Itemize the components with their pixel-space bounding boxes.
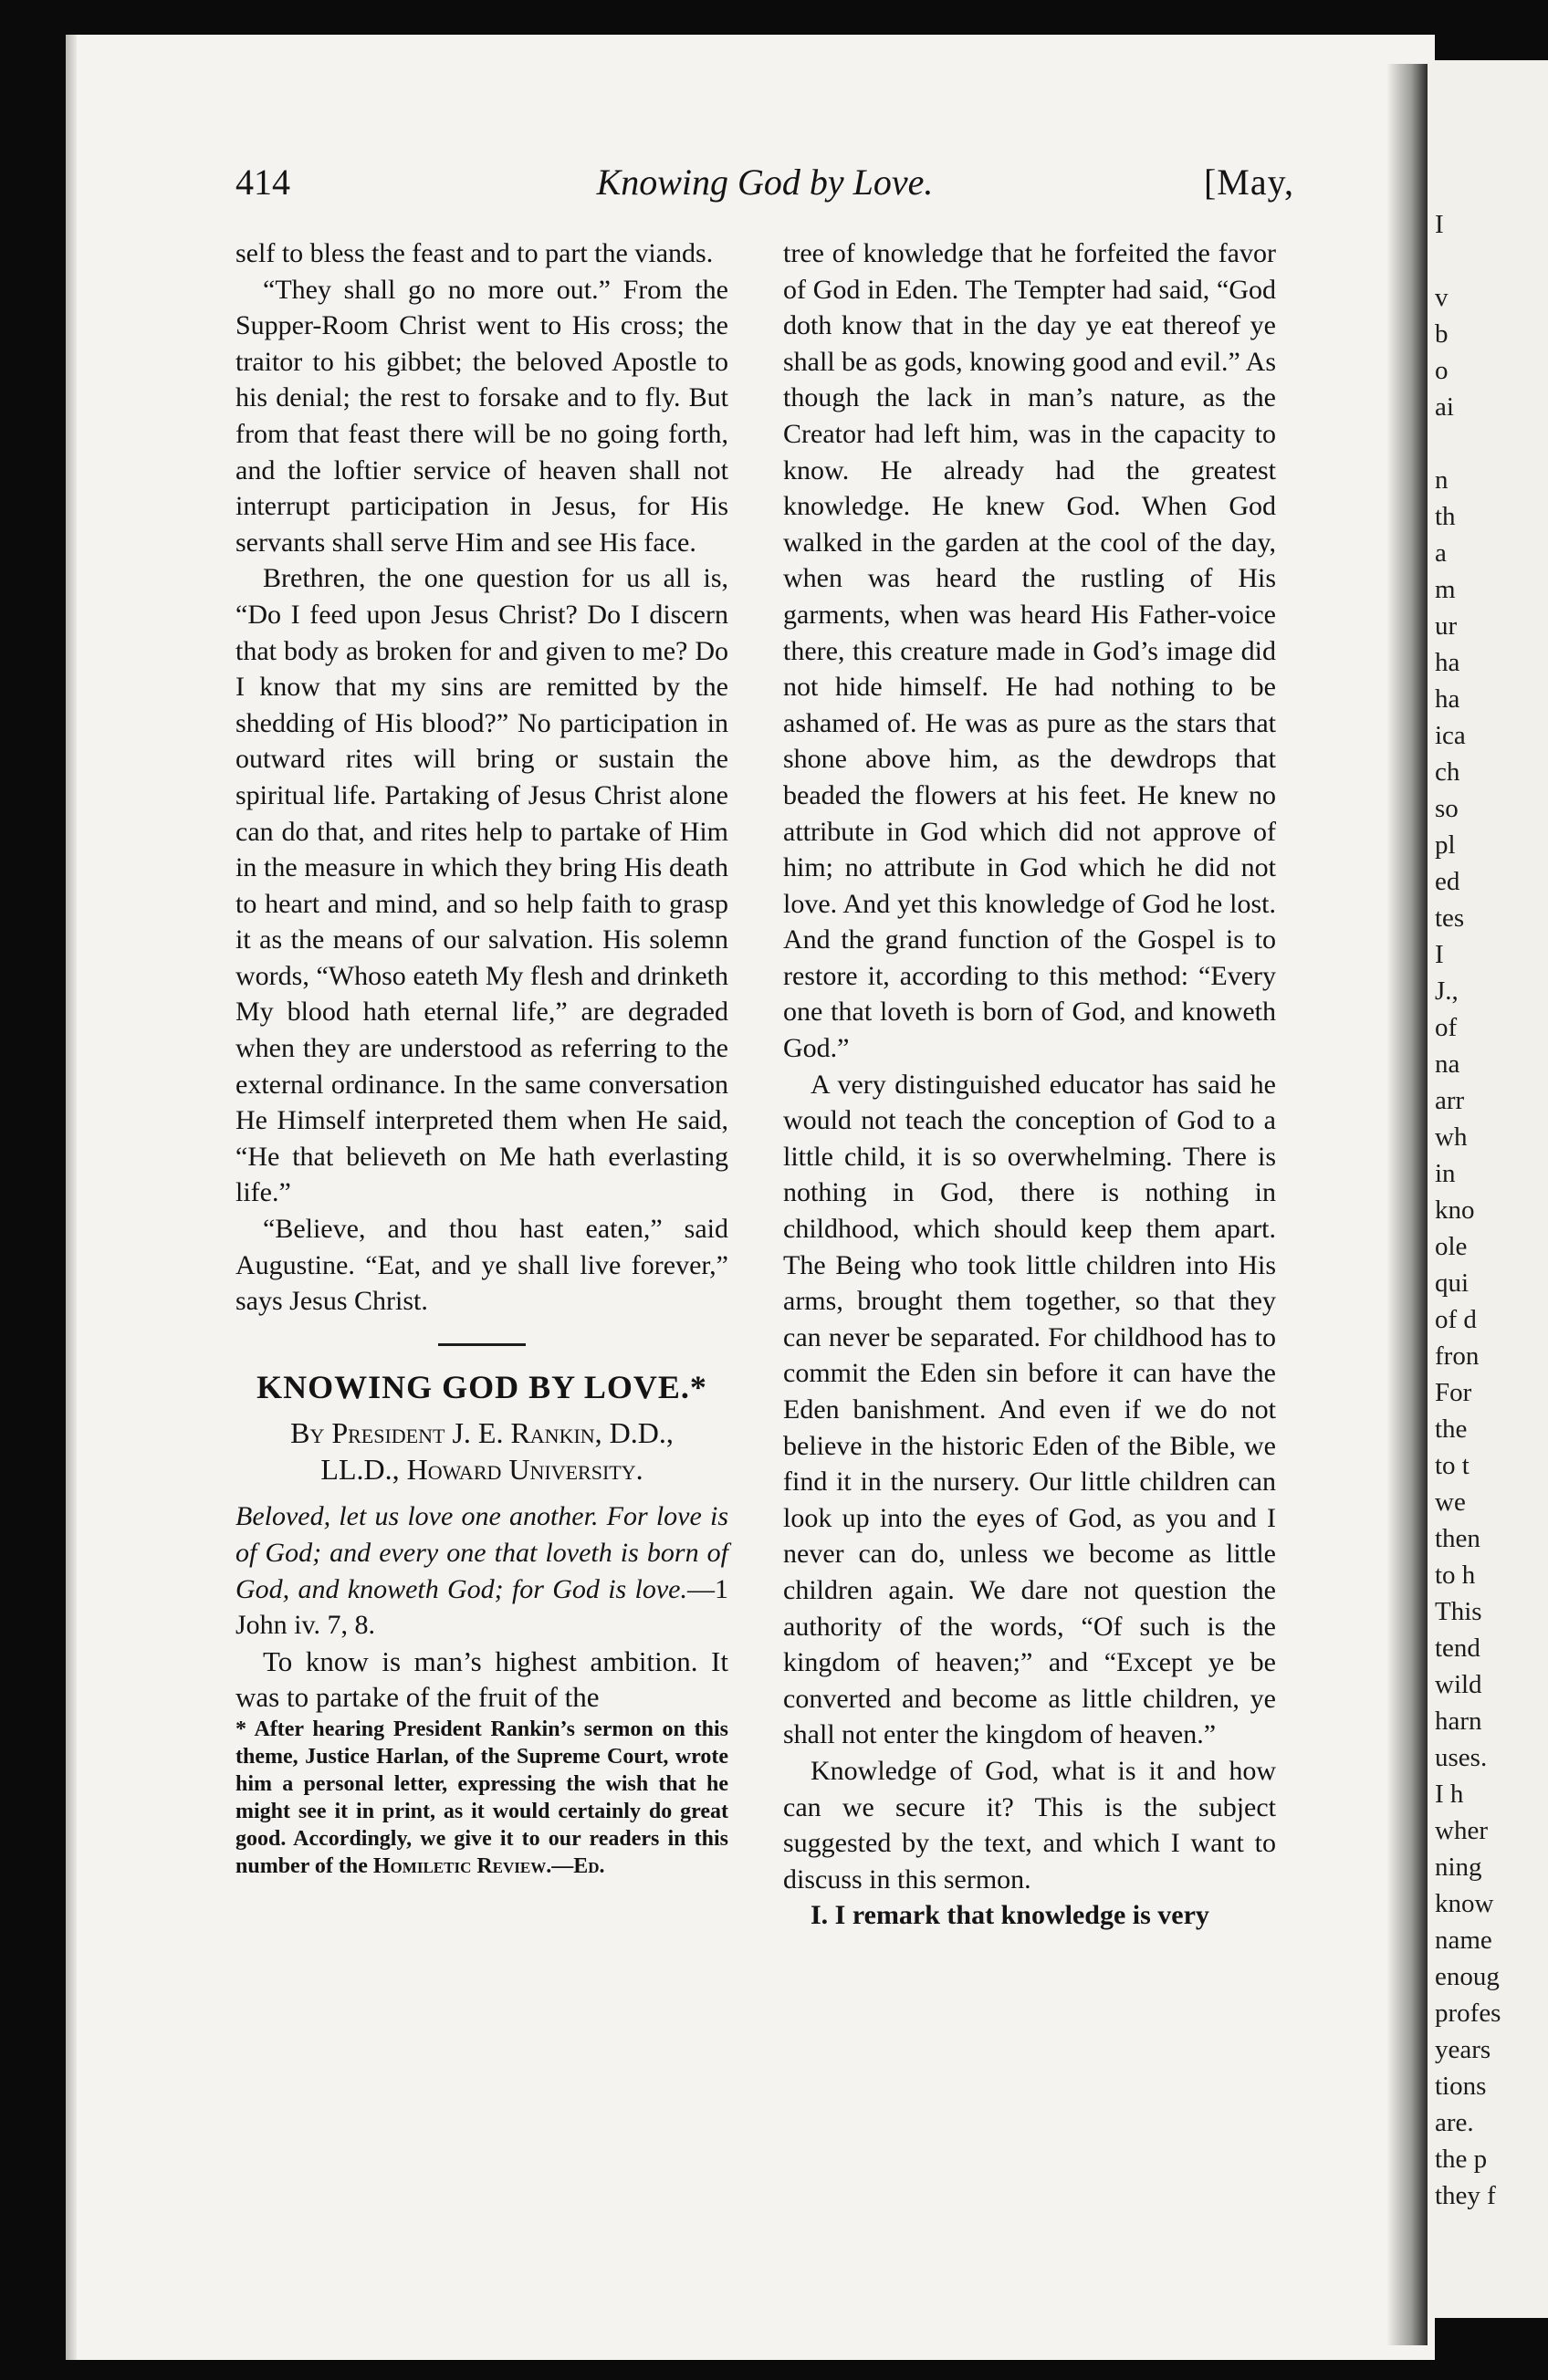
footnote-journal: Homiletic Review.—Ed.: [372, 1853, 605, 1878]
article-byline: [235, 1414, 728, 1488]
page-number: 414: [235, 162, 290, 203]
footnote: [235, 1716, 728, 1880]
book-spine: [1387, 64, 1428, 2345]
footnote-text: * After hearing President Rankin’s sermon on this theme, Justice Harlan, of the Supreme Court, wrote him a personal letter, expressing the wish that he might see it in print, as it would certainly do great good. Accordingly, we give it to our readers in this number of the: [235, 1717, 728, 1878]
paragraph: “They shall go no more out.” From the Supper-Room Christ went to His cross; the traitor to his gibbet; the beloved Apostle to his denial; the rest to forsake and to fly. But from that feast there will be no going forth, and the loftier service of heaven shall not interrupt participation in Jesus, for His servants shall serve Him and see His face.: [235, 274, 728, 558]
article-title: KNOWING GOD BY LOVE.*: [256, 1368, 707, 1405]
paragraph: Brethren, the one question for us all is, “Do I feed upon Jesus Christ? Do I discern that body as broken for and given to me? Do I know that my sins are remitted by the shedding of His blood?” No participation in outward rites will bring or sustain the spiritual life. Partaking of Jesus Christ alone can do that, and rites help to partake of Him in the measure in which they bring His death to heart and mind, and so help faith to grasp it as the means of our salvation. His solemn words, “Whoso eateth My flesh and drinketh My blood hath eternal life,” are degraded when they are understood as referring to the external ordinance. In the same conversation He Himself interpreted them when He said, “He that believeth on Me hath everlasting life.”: [235, 563, 728, 1208]
epigraph-reference: —1 John iv. 7, 8.: [235, 1573, 728, 1641]
paragraph: self to bless the feast and to part the viands.: [235, 238, 714, 268]
byline-line: LL.D., Howard University.: [320, 1453, 643, 1487]
left-column: [235, 235, 728, 1880]
facing-page: [1428, 60, 1548, 2318]
paragraph: A very distinguished educator has said he would not teach the conception of God to a little child, it is so overwhelming. There is nothing in God, there is nothing in childhood, which should keep them apart. The Being who took little children into His arms, brought them together, so that they can never be separated. For childhood has to commit the Eden sin before it can have the Eden banishment. And even if we do not believe in the historic Eden of the Bible, we find it in the nursery. Our little children can look up into the eyes of God, as you and I never can do, unless we become as little children again. We dare not question the authority of the words, “Of such is the kingdom of heaven;” and “Except ye be converted and become as little children, ye shall not enter the kingdom of heaven.”: [783, 1069, 1276, 1750]
paragraph: Knowledge of God, what is it and how can we secure it? This is the subject suggested by the text, and which I want to discuss in this sermon.: [783, 1755, 1276, 1895]
facing-page-text: I v b o ai n th a m ur ha ha ica ch so pl ed tes I J., of na arr wh in kno ole qui of d fron For the to t we then to h This tend wild harn uses. I h wher ning know name enoug profes years tions are. the p they f: [1435, 210, 1501, 2210]
section-opening: I. I remark that knowledge is very: [811, 1900, 1209, 1931]
page-edge: [66, 35, 77, 2360]
running-title: Knowing God by Love.: [596, 162, 934, 203]
right-column: [783, 235, 1276, 1934]
paragraph: tree of knowledge that he forfeited the favor of God in Eden. The Tempter had said, “God doth know that in the day ye eat thereof ye shall be as gods, knowing good and evil.” As though the lack in man’s nature, as the Creator had left him, was in the capacity to know. He already had the greatest knowledge. He knew God. When God walked in the garden at the cool of the day, when was heard the rustling of His garments, when was heard His Father-voice there, this creature made in God’s image did not hide himself. He had nothing to be ashamed of. He was as pure as the stars that shone above him, as the dewdrops that beaded the flowers at his feet. He knew no attribute in God which did not approve of him; no attribute in God which he did not love. And yet this knowledge of God he lost. And the grand function of the Gospel is to restore it, according to this method: “Every one that loveth is born of God, and knoweth God.”: [783, 238, 1276, 1064]
page-header: [235, 161, 1294, 215]
epigraph-text: Beloved, let us love one another. For love is of God; and every one that loveth is born of God, and knoweth God; for God is love.: [235, 1501, 728, 1604]
byline-line: By President J. E. Rankin, D.D.,: [290, 1416, 674, 1450]
article-opening: To know is man’s highest ambition. It was to partake of the fruit of the: [235, 1644, 728, 1714]
issue-month: [May,: [1203, 162, 1294, 203]
section-divider: [438, 1343, 526, 1346]
epigraph: [235, 1498, 728, 1643]
paragraph: “Believe, and thou hast eaten,” said Augustine. “Eat, and ye shall live forever,” says Jesus Christ.: [235, 1214, 728, 1317]
